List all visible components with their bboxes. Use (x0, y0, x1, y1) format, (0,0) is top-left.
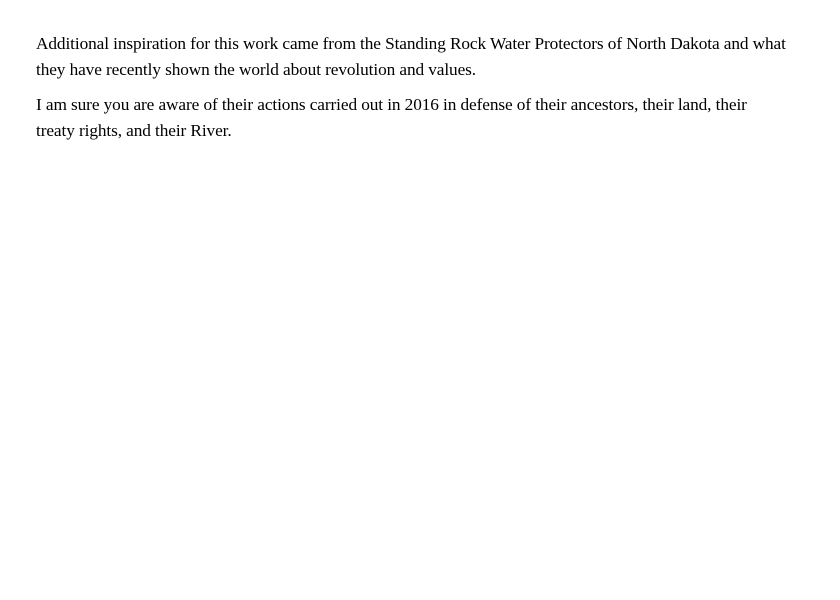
document-body (36, 31, 788, 153)
paragraph-inspiration: Additional inspiration for this work came from the Standing Rock Water Protectors of North Dakota and what they have recently shown the world about revolution and values. (36, 34, 786, 79)
paragraph-standing-rock-actions: I am sure you are aware of their actions carried out in 2016 in defense of their ancestors, their land, their treaty rights, and their River. (36, 95, 747, 140)
